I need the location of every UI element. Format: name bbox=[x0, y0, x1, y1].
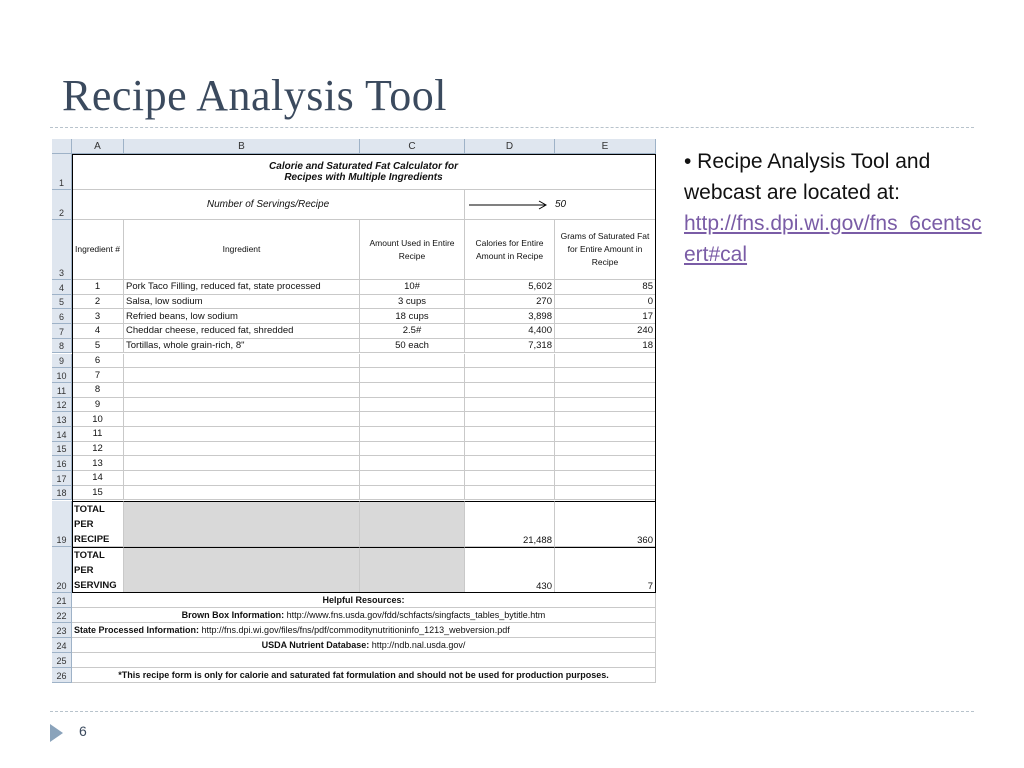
header-calories: Calories for Entire Amount in Recipe bbox=[465, 220, 555, 280]
servings-label: Number of Servings/Recipe bbox=[72, 190, 465, 220]
recipe-tool-link[interactable]: http://fns.dpi.wi.gov/fns_6centscert#cal bbox=[684, 212, 982, 266]
satfat-cell[interactable]: 17 bbox=[555, 309, 656, 324]
ingredient-number-cell[interactable]: 13 bbox=[72, 456, 124, 471]
amount-cell[interactable] bbox=[360, 427, 465, 442]
slide-title: Recipe Analysis Tool bbox=[62, 71, 447, 120]
row-header[interactable]: 8 bbox=[52, 339, 72, 354]
bullet-point bbox=[684, 146, 990, 270]
total_recipe-ingredient-blank bbox=[124, 501, 360, 547]
calories-cell[interactable] bbox=[465, 427, 555, 442]
row-header[interactable]: 16 bbox=[52, 456, 72, 471]
row-header[interactable]: 13 bbox=[52, 412, 72, 427]
row-header[interactable]: 4 bbox=[52, 280, 72, 295]
satfat-cell[interactable]: 18 bbox=[555, 339, 656, 354]
resource-url: http://www.fns.usda.gov/fdd/schfacts/singfacts_tables_bytitle.htm bbox=[284, 609, 546, 620]
satfat-cell[interactable] bbox=[555, 412, 656, 427]
total_serving-ingredient-blank bbox=[124, 547, 360, 593]
ingredient-number-cell[interactable]: 15 bbox=[72, 486, 124, 501]
calories-cell[interactable] bbox=[465, 442, 555, 457]
sheet-title-line1: Calorie and Saturated Fat Calculator for bbox=[269, 160, 458, 172]
ingredient-name-cell[interactable]: Tortillas, whole grain-rich, 8" bbox=[124, 339, 360, 354]
row-header[interactable]: 2 bbox=[52, 190, 72, 220]
ingredient-number-cell[interactable]: 2 bbox=[72, 295, 124, 310]
row-header[interactable]: 1 bbox=[52, 154, 72, 190]
satfat-cell[interactable] bbox=[555, 486, 656, 501]
amount-cell[interactable] bbox=[360, 354, 465, 369]
header-amount: Amount Used in Entire Recipe bbox=[360, 220, 465, 280]
calories-cell[interactable] bbox=[465, 412, 555, 427]
ingredient-name-cell[interactable] bbox=[124, 427, 360, 442]
calories-cell[interactable] bbox=[465, 383, 555, 398]
ingredient-number-cell[interactable]: 9 bbox=[72, 398, 124, 413]
resource-row[interactable] bbox=[72, 623, 656, 638]
satfat-cell[interactable] bbox=[555, 456, 656, 471]
calories-cell[interactable]: 270 bbox=[465, 295, 555, 310]
calories-cell[interactable]: 7,318 bbox=[465, 339, 555, 354]
row-header[interactable]: 24 bbox=[52, 638, 72, 653]
ingredient-number-cell[interactable]: 7 bbox=[72, 368, 124, 383]
ingredient-name-cell[interactable]: Refried beans, low sodium bbox=[124, 309, 360, 324]
resource-url: http://fns.dpi.wi.gov/files/fns/pdf/commoditynutritioninfo_1213_webversion.pdf bbox=[199, 624, 510, 635]
resource-row[interactable] bbox=[72, 593, 656, 608]
calories-cell[interactable]: 3,898 bbox=[465, 309, 555, 324]
ingredient-name-cell[interactable] bbox=[124, 412, 360, 427]
sheet-title bbox=[72, 154, 656, 190]
resource-label: Brown Box Information: bbox=[181, 609, 285, 620]
total_serving-satfat[interactable]: 7 bbox=[555, 547, 656, 593]
resource-label: USDA Nutrient Database: bbox=[261, 639, 370, 650]
sheet-title-line2: Recipes with Multiple Ingredients bbox=[284, 171, 443, 183]
ingredient-number-cell[interactable]: 14 bbox=[72, 471, 124, 486]
total_recipe-amount-blank bbox=[360, 501, 465, 547]
column-header-d[interactable]: D bbox=[465, 139, 555, 154]
row-header[interactable]: 15 bbox=[52, 442, 72, 457]
satfat-cell[interactable] bbox=[555, 383, 656, 398]
row-header[interactable]: 22 bbox=[52, 608, 72, 623]
satfat-cell[interactable] bbox=[555, 398, 656, 413]
top-divider bbox=[50, 127, 974, 128]
amount-cell[interactable] bbox=[360, 456, 465, 471]
resource-url: http://ndb.nal.usda.gov/ bbox=[369, 639, 466, 650]
header-ingredient: Ingredient bbox=[124, 220, 360, 280]
play-arrow-icon bbox=[50, 724, 63, 742]
row-header[interactable]: 3 bbox=[52, 220, 72, 280]
resource-label: State Processed Information: bbox=[74, 624, 200, 635]
row-header[interactable]: 10 bbox=[52, 368, 72, 383]
amount-cell[interactable] bbox=[360, 471, 465, 486]
calories-cell[interactable]: 4,400 bbox=[465, 324, 555, 339]
resource-row[interactable] bbox=[72, 638, 656, 653]
calories-cell[interactable] bbox=[465, 486, 555, 501]
satfat-cell[interactable] bbox=[555, 368, 656, 383]
total_recipe-label: TOTAL PER RECIPE bbox=[72, 501, 124, 547]
amount-cell[interactable] bbox=[360, 383, 465, 398]
amount-cell[interactable]: 50 each bbox=[360, 339, 465, 354]
row-header[interactable]: 7 bbox=[52, 324, 72, 339]
amount-cell[interactable]: 2.5# bbox=[360, 324, 465, 339]
ingredient-name-cell[interactable] bbox=[124, 442, 360, 457]
servings-value[interactable]: 50 bbox=[555, 190, 656, 220]
satfat-cell[interactable] bbox=[555, 471, 656, 486]
satfat-cell[interactable] bbox=[555, 427, 656, 442]
amount-cell[interactable] bbox=[360, 442, 465, 457]
amount-cell[interactable]: 18 cups bbox=[360, 309, 465, 324]
ingredient-name-cell[interactable] bbox=[124, 383, 360, 398]
ingredient-name-cell[interactable]: Cheddar cheese, reduced fat, shredded bbox=[124, 324, 360, 339]
row-header[interactable]: 11 bbox=[52, 383, 72, 398]
select-all-corner[interactable] bbox=[52, 139, 72, 154]
header-satfat: Grams of Saturated Fat for Entire Amount in Recipe bbox=[555, 220, 656, 280]
ingredient-number-cell[interactable]: 11 bbox=[72, 427, 124, 442]
resource-label: Helpful Resources: bbox=[322, 594, 405, 605]
resource-row[interactable] bbox=[72, 668, 656, 683]
satfat-cell[interactable] bbox=[555, 442, 656, 457]
column-header-e[interactable]: E bbox=[555, 139, 656, 154]
row-header[interactable]: 25 bbox=[52, 653, 72, 668]
row-header[interactable]: 19 bbox=[52, 501, 72, 547]
ingredient-number-cell[interactable]: 4 bbox=[72, 324, 124, 339]
ingredient-number-cell[interactable]: 10 bbox=[72, 412, 124, 427]
page-number: 6 bbox=[79, 723, 87, 739]
row-header[interactable]: 12 bbox=[52, 398, 72, 413]
ingredient-name-cell[interactable] bbox=[124, 471, 360, 486]
header-num: Ingredient # bbox=[72, 220, 124, 280]
ingredient-number-cell[interactable]: 5 bbox=[72, 339, 124, 354]
row-header[interactable]: 14 bbox=[52, 427, 72, 442]
ingredient-name-cell[interactable] bbox=[124, 486, 360, 501]
row-header[interactable]: 6 bbox=[52, 309, 72, 324]
amount-cell[interactable]: 3 cups bbox=[360, 295, 465, 310]
total_serving-calories[interactable]: 430 bbox=[465, 547, 555, 593]
resource-label: *This recipe form is only for calorie and saturated fat formulation and should not be used for production purposes. bbox=[118, 669, 609, 680]
total_recipe-satfat[interactable]: 360 bbox=[555, 501, 656, 547]
row-header[interactable]: 23 bbox=[52, 623, 72, 638]
row-header[interactable]: 5 bbox=[52, 295, 72, 310]
row-header[interactable]: 18 bbox=[52, 486, 72, 501]
ingredient-number-cell[interactable]: 3 bbox=[72, 309, 124, 324]
ingredient-number-cell[interactable]: 8 bbox=[72, 383, 124, 398]
calories-cell[interactable] bbox=[465, 398, 555, 413]
satfat-cell[interactable]: 240 bbox=[555, 324, 656, 339]
spreadsheet-screenshot bbox=[52, 139, 656, 691]
arrow-right-icon bbox=[467, 199, 553, 211]
row-header[interactable]: 26 bbox=[52, 668, 72, 683]
bullet-text: • Recipe Analysis Tool and webcast are located at: bbox=[684, 150, 931, 204]
ingredient-name-cell[interactable] bbox=[124, 398, 360, 413]
row-header[interactable]: 21 bbox=[52, 593, 72, 608]
calories-cell[interactable]: 5,602 bbox=[465, 280, 555, 295]
amount-cell[interactable] bbox=[360, 486, 465, 501]
calories-cell[interactable] bbox=[465, 456, 555, 471]
amount-cell[interactable] bbox=[360, 412, 465, 427]
column-header-b[interactable]: B bbox=[124, 139, 360, 154]
resource-row[interactable] bbox=[72, 653, 656, 668]
bottom-divider bbox=[50, 711, 974, 712]
total_serving-label: TOTAL PER SERVING bbox=[72, 547, 124, 593]
ingredient-name-cell[interactable] bbox=[124, 368, 360, 383]
ingredient-number-cell[interactable]: 6 bbox=[72, 354, 124, 369]
ingredient-number-cell[interactable]: 1 bbox=[72, 280, 124, 295]
ingredient-name-cell[interactable]: Pork Taco Filling, reduced fat, state processed bbox=[124, 280, 360, 295]
calories-cell[interactable] bbox=[465, 354, 555, 369]
row-header[interactable]: 20 bbox=[52, 547, 72, 593]
amount-cell[interactable] bbox=[360, 368, 465, 383]
satfat-cell[interactable]: 85 bbox=[555, 280, 656, 295]
satfat-cell[interactable] bbox=[555, 354, 656, 369]
satfat-cell[interactable]: 0 bbox=[555, 295, 656, 310]
servings-arrow bbox=[465, 190, 555, 220]
column-header-c[interactable]: C bbox=[360, 139, 465, 154]
ingredient-name-cell[interactable] bbox=[124, 456, 360, 471]
calories-cell[interactable] bbox=[465, 368, 555, 383]
column-header-a[interactable]: A bbox=[72, 139, 124, 154]
total_recipe-calories[interactable]: 21,488 bbox=[465, 501, 555, 547]
ingredient-name-cell[interactable] bbox=[124, 354, 360, 369]
total_serving-amount-blank bbox=[360, 547, 465, 593]
calories-cell[interactable] bbox=[465, 471, 555, 486]
ingredient-number-cell[interactable]: 12 bbox=[72, 442, 124, 457]
amount-cell[interactable]: 10# bbox=[360, 280, 465, 295]
row-header[interactable]: 17 bbox=[52, 471, 72, 486]
resource-row[interactable] bbox=[72, 608, 656, 623]
amount-cell[interactable] bbox=[360, 398, 465, 413]
ingredient-name-cell[interactable]: Salsa, low sodium bbox=[124, 295, 360, 310]
row-header[interactable]: 9 bbox=[52, 354, 72, 369]
